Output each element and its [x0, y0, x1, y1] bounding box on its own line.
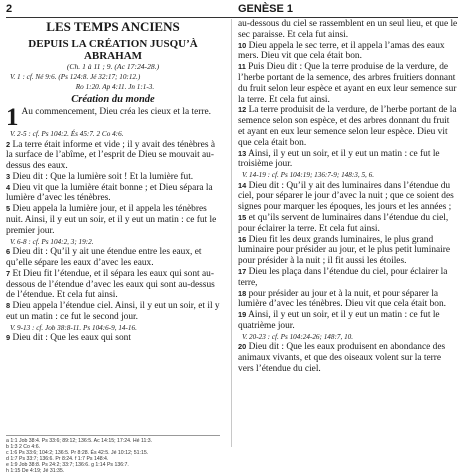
footnote-line: a 1:1 Job 38:4. Ps 33:6; 89:12; 136:5. Ac 14:15; 17:24. Hé 11:3.	[6, 438, 153, 444]
verse-1	[6, 104, 220, 131]
verse-group	[238, 181, 458, 332]
verse	[6, 140, 220, 172]
verse-text: Dieu appela l’étendue ciel. Ainsi, il y eut un soir, et il y eut un matin : ce fut le second jour.	[6, 301, 220, 322]
verse-text: Ainsi, il y eut un soir, et il y eut un matin : ce fut le quatrième jour.	[238, 310, 440, 332]
cross-reference: V. 20-23 : cf. Ps 104:24-26; 148:7, 10.	[242, 332, 354, 341]
verse-number: 5	[6, 204, 11, 214]
footnote-line: e 1:9 Job 38:8. Ps 24:2; 33:7; 136:6. g 1:14 Ps 136:7.	[6, 462, 129, 469]
verse-number: 20	[238, 342, 247, 352]
verse-number: 18	[238, 288, 247, 298]
range-reference: (Ch. 1 à 11 ; 9. (Ac 17:24-28.)	[66, 62, 160, 71]
verse	[238, 149, 458, 171]
verse	[238, 310, 458, 332]
verse	[238, 41, 458, 63]
verse-text: Et Dieu fit l’étendue, et il sépara les eaux qui sont au-dessous de l’étendue d’avec les eaux qui sont au-dessus de l’étendue. Et cela fut ainsi.	[6, 268, 215, 301]
header-rule	[6, 17, 458, 18]
verse-number: 10	[238, 40, 247, 50]
verse	[238, 235, 458, 267]
verse-text: Dieu dit : Qu’il y ait des luminaires dans l’étendue du ciel, pour séparer le jour d’avec la nuit ; que ce soient des signes pour marquer les époques, les jours et les années ;	[238, 180, 454, 213]
verse-number: 16	[238, 234, 247, 244]
verse-text: pour présider au jour et à la nuit, et pour séparer la lumière d’avec les ténèbres. Dieu vit que cela était bon.	[238, 288, 446, 310]
verse-text: Dieu les plaça dans l’étendue du ciel, pour éclairer la terre,	[238, 267, 448, 288]
running-head-book: GENÈSE 1	[238, 3, 294, 15]
page-header	[6, 2, 458, 16]
verse-number: 19	[238, 310, 247, 320]
verse-number: 7	[6, 268, 11, 278]
verse	[238, 62, 458, 105]
verse-text: Dieu appela le sec terre, et il appela l’amas des eaux mers. Dieu vit que cela était bon.	[238, 40, 445, 62]
verse-group	[6, 247, 220, 323]
verse-text: Au commencement, Dieu créa les cieux et la terre.	[21, 107, 211, 117]
footnote-line: c 1:6 Ps 33:6; 104:2; 136:5. Pr 8:28. És 42:5. Jé 10:12; 51:15.	[6, 450, 149, 457]
verse-number: 17	[238, 267, 247, 277]
verse-number: 15	[238, 213, 247, 223]
verse-group	[6, 333, 220, 344]
column-divider	[231, 19, 232, 447]
verse-text: Dieu dit : Que les eaux qui sont	[12, 333, 131, 344]
verse	[6, 172, 220, 183]
verse-text: Dieu vit que la lumière était bonne ; et Dieu sépara la lumière d’avec les ténèbres.	[6, 182, 213, 204]
right-column	[238, 19, 458, 375]
section-title: LES TEMPS ANCIENS	[46, 19, 180, 34]
page-number: 2	[6, 3, 13, 15]
verse	[6, 333, 220, 344]
footnote-line: b 1:3 2 Co 4:6.	[6, 444, 41, 451]
verse-text: La terre produisit de la verdure, de l’herbe portant de la semence selon son espèce, et des arbres donnant du fruit et ayant en eux leur semence selon leur espèce. Dieu vit que cela était bon.	[238, 105, 457, 148]
verse-text: et qu’ils servent de luminaires dans l’étendue du ciel, pour éclairer la terre. Et cela fut ainsi.	[238, 213, 449, 234]
verse	[238, 19, 458, 41]
cross-reference: V. 14-19 : cf. Ps 104:19; 136:7-9; 148:3, 5, 6.	[242, 171, 375, 180]
cross-reference: V. 2-5 : cf. Ps 104:2. És 45:7. 2 Co 4:6.	[10, 130, 124, 138]
verse-number: 4	[6, 182, 11, 192]
verse-number: 6	[6, 247, 11, 257]
verse	[238, 105, 458, 148]
verse	[6, 269, 220, 301]
verse	[238, 342, 458, 374]
verse-group	[238, 19, 458, 170]
verse	[6, 204, 220, 236]
verse	[238, 181, 458, 213]
verse	[6, 301, 220, 323]
cross-reference: V. 6-8 : cf. Ps 104:2, 3; 19:2.	[10, 237, 94, 246]
verse-group	[6, 140, 220, 237]
footnote-line: d 1:7 Ps 33:7; 136:6. Pr 8:24. f 1:7 Ps 148:4.	[6, 456, 109, 463]
verse-number: 12	[238, 105, 247, 115]
cross-reference: Ro 1:20. Ap 4:11. Jn 1:1-3.	[75, 82, 155, 91]
verse-text: Dieu dit : Que les eaux produisent en abondance des animaux vivants, et que des oiseaux volent sur la terre vers l’étendue du ciel.	[238, 342, 446, 374]
verse-text: Dieu appela la lumière jour, et il appela les ténèbres nuit. Ainsi, il y eut un soir, et il y eut un matin : ce fut le premier jour.	[6, 204, 217, 236]
verse-text: Dieu fit les deux grands luminaires, le plus grand luminaire pour présider au jour, et le plus petit luminaire pour présider à la nuit ; il fit aussi les étoiles.	[238, 234, 451, 267]
verse	[238, 213, 458, 235]
verse-number: 9	[6, 333, 11, 343]
verse-number: 14	[238, 180, 247, 190]
verse-number: 8	[6, 301, 11, 311]
chapter-number: 1	[6, 104, 19, 131]
section-subtitle: DEPUIS LA CRÉATION JUSQU’À	[28, 38, 198, 50]
cross-reference: V. 9-13 : cf. Job 38:8-11. Ps 104:6-9, 14-16.	[10, 323, 137, 332]
verse	[238, 267, 458, 289]
verse-number: 13	[238, 148, 247, 158]
verse-text: La terre était informe et vide ; il y avait des ténèbres à la surface de l’abîme, et l’esprit de Dieu se mouvait au-dessus des eaux.	[6, 139, 215, 172]
verse-number: 3	[6, 171, 11, 181]
verse	[6, 183, 220, 205]
section-subtitle-2: ABRAHAM	[83, 50, 143, 62]
verse-text: Ainsi, il y eut un soir, et il y eut un matin : ce fut le troisième jour.	[238, 148, 440, 170]
verse-text: Puis Dieu dit : Que la terre produise de la verdure, de l’herbe portant de la semence, des arbres fruitiers donnant du fruit selon leur espèce et ayant en eux leur semence sur la terre. Et cela fut ainsi.	[238, 62, 457, 105]
verse	[6, 247, 220, 269]
verse	[238, 289, 458, 311]
left-column	[6, 19, 220, 344]
cross-reference: V. 1 : cf. Né 9:6. (Ps 124:8. Jé 32:17; 10:12.)	[10, 73, 141, 81]
footnote-line: h 1:15 De 4:19; Jé 31:35.	[6, 468, 65, 475]
pericope-heading: Création du monde	[71, 94, 155, 105]
verse-number: 2	[6, 139, 11, 149]
verse-text: Dieu dit : Que la lumière soit ! Et la lumière fut.	[12, 171, 194, 182]
verse-group	[238, 342, 458, 374]
verse-text: au-dessous du ciel se rassemblent en un seul lieu, et que le sec paraisse. Et cela fut ainsi.	[238, 19, 458, 40]
verse-number: 11	[238, 62, 246, 72]
verse-text: Dieu dit : Qu’il y ait une étendue entre les eaux, et qu’elle sépare les eaux d’avec les eaux.	[6, 247, 202, 268]
footnotes	[6, 435, 220, 475]
